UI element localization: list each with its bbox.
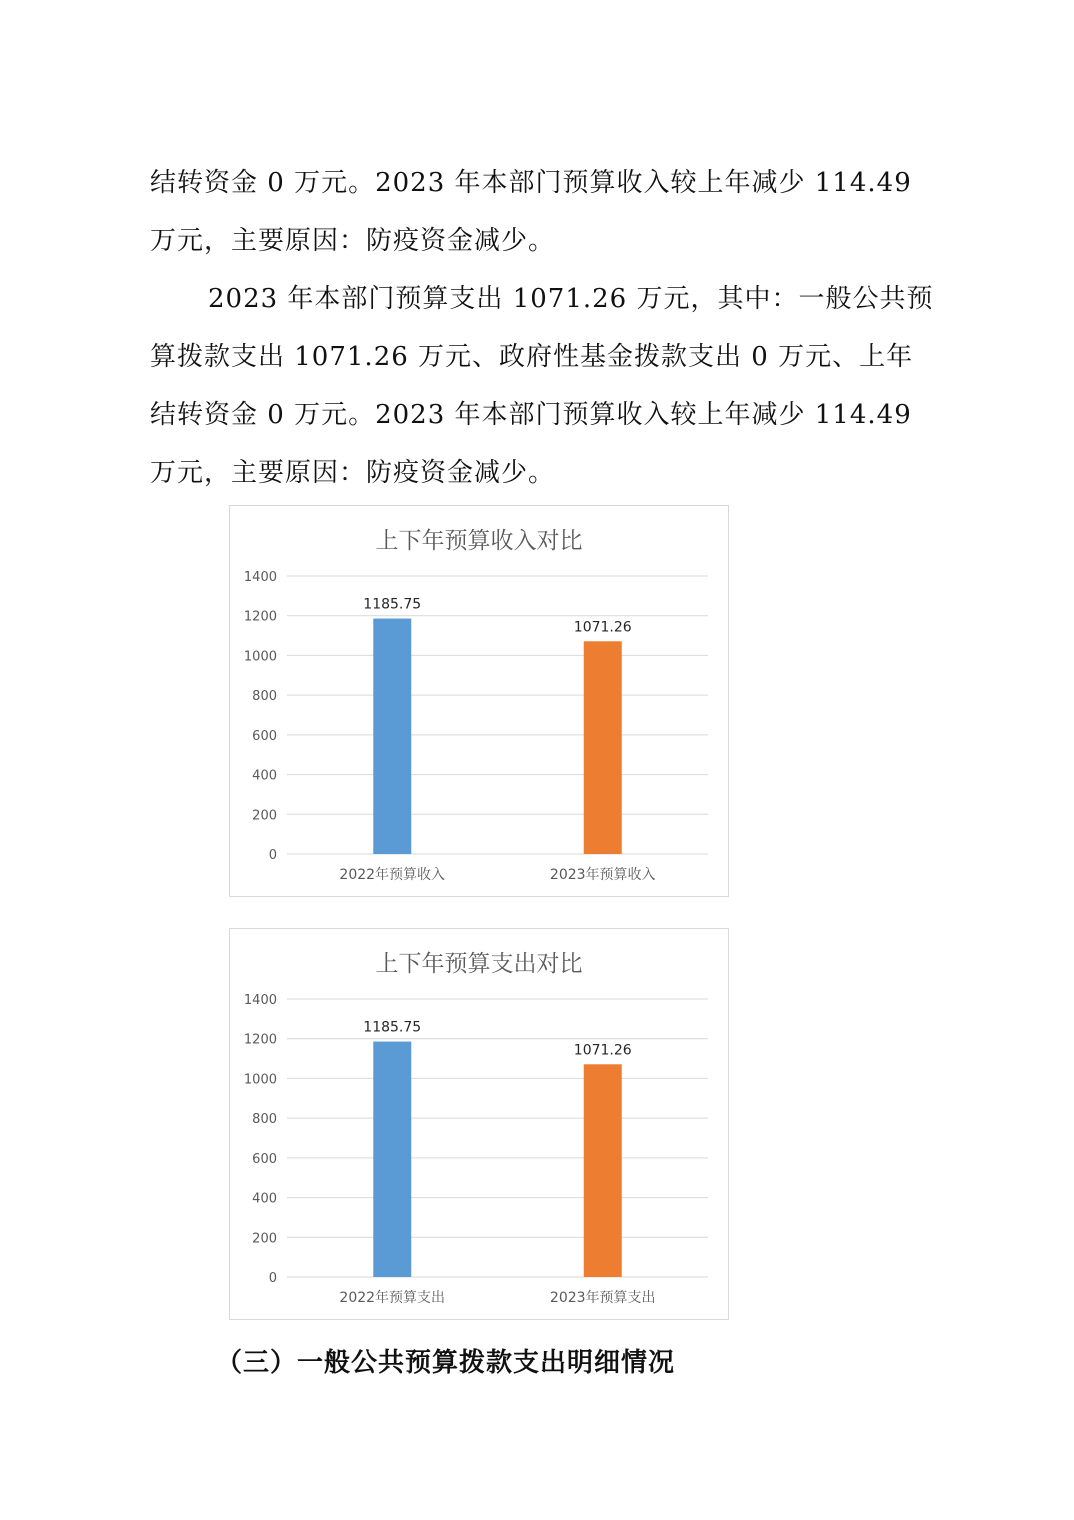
data-label: 1185.75: [363, 596, 422, 613]
y-tick-label: 400: [252, 1191, 277, 1207]
y-tick-label: 600: [252, 728, 277, 744]
y-tick-label: 1200: [243, 1032, 277, 1048]
x-tick-label: 2022年预算支出: [339, 1290, 446, 1306]
bar: [584, 1064, 622, 1277]
y-tick-label: 1400: [243, 570, 277, 585]
x-tick-label: 2022年预算收入: [339, 867, 446, 883]
data-label: 1185.75: [363, 1019, 422, 1036]
y-tick-label: 1200: [243, 609, 277, 625]
y-tick-label: 1000: [243, 649, 277, 665]
y-tick-label: 800: [252, 1112, 277, 1128]
expenditure-chart-svg: [230, 929, 728, 1319]
y-tick-label: 1400: [243, 993, 277, 1008]
y-tick-label: 0: [268, 848, 277, 863]
y-tick-label: 800: [252, 689, 277, 705]
chart-title: 上下年预算支出对比: [375, 951, 583, 977]
y-tick-label: 600: [252, 1151, 277, 1167]
data-label: 1071.26: [573, 619, 632, 636]
paragraph-expenditure-summary: 2023 年本部门预算支出 1071.26 万元，其中：一般公共预算拨款支出 1071.26 万元、政府性基金拨款支出 0 万元、上年结转资金 0 万元。2023 年本部门预算收入较上年减少 114.49 万元，主要原因：防疫资金减少。: [150, 284, 934, 488]
bar: [373, 1042, 411, 1277]
paragraph-income-summary: 结转资金 0 万元。2023 年本部门预算收入较上年减少 114.49 万元，主要原因：防疫资金减少。: [150, 168, 912, 256]
y-tick-label: 1000: [243, 1072, 277, 1088]
section-heading: （三）一般公共预算拨款支出明细情况: [216, 1348, 676, 1378]
y-tick-label: 200: [252, 1231, 277, 1247]
x-tick-label: 2023年预算支出: [549, 1290, 656, 1306]
expenditure-comparison-chart: [229, 928, 729, 1320]
income-chart-svg: [230, 506, 728, 896]
x-tick-label: 2023年预算收入: [549, 867, 656, 883]
y-tick-label: 0: [268, 1271, 277, 1286]
y-tick-label: 200: [252, 808, 277, 824]
bar: [373, 619, 411, 854]
y-tick-label: 400: [252, 768, 277, 784]
data-label: 1071.26: [573, 1042, 632, 1059]
income-comparison-chart: [229, 505, 729, 897]
bar: [584, 641, 622, 854]
chart-title: 上下年预算收入对比: [375, 528, 583, 554]
